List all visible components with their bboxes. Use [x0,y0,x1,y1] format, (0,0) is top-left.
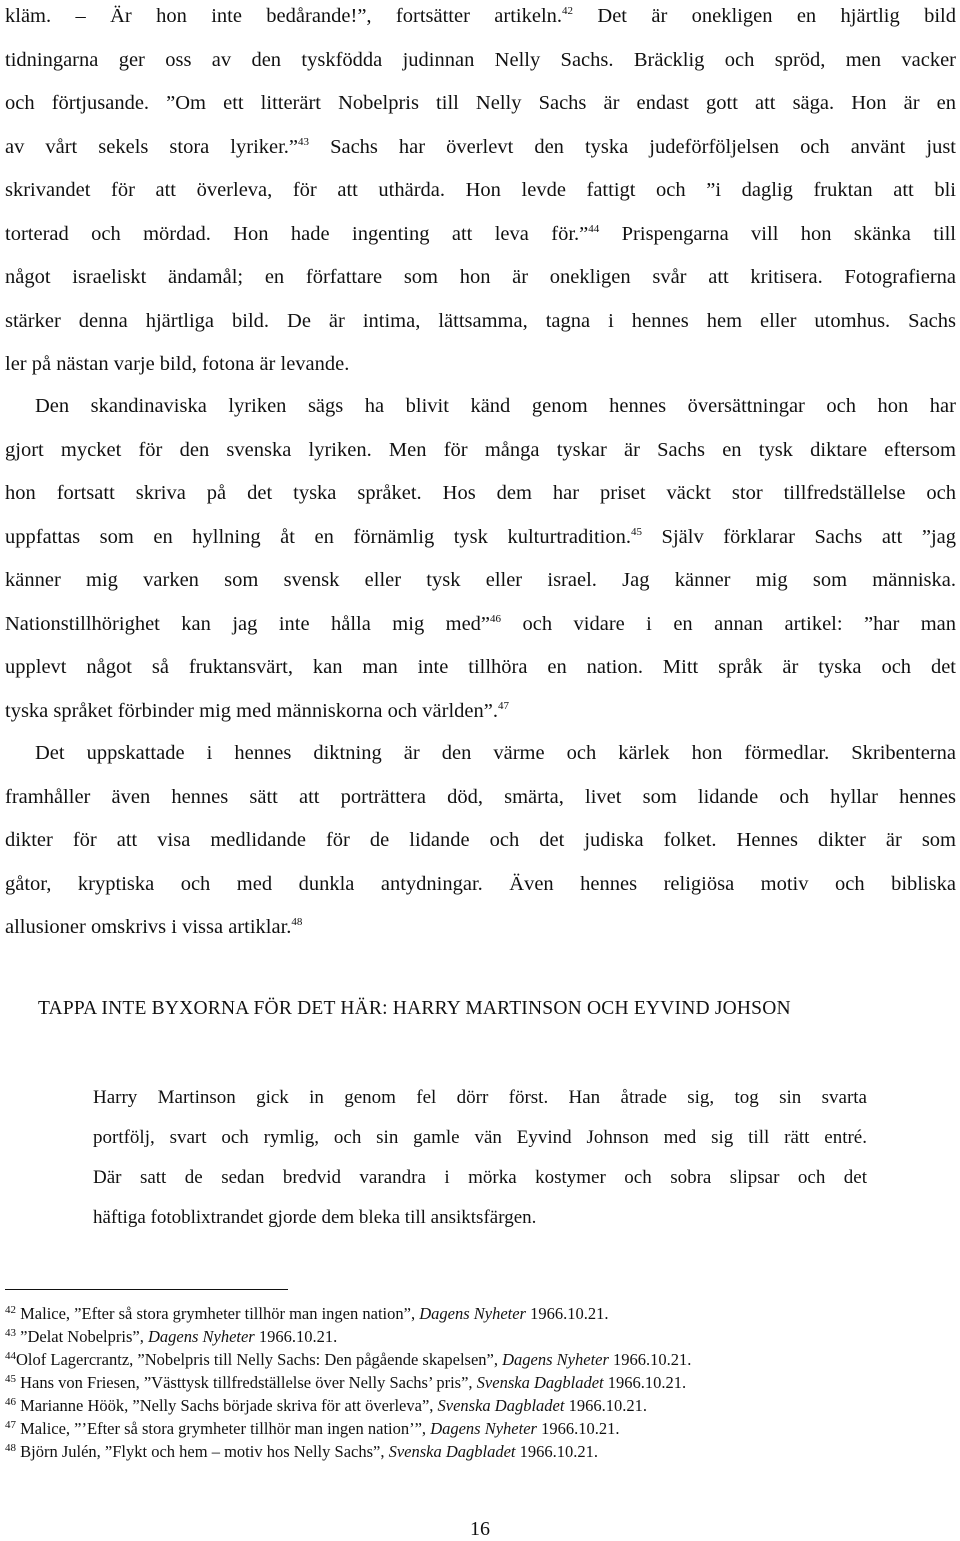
footnote-ref-42[interactable]: 42 [562,5,574,17]
footnote-item [5,1371,956,1394]
block-quote [93,1078,867,1238]
text-line [5,126,956,170]
footnote-number: 43 [5,1327,16,1339]
footnote-date: 1966.10.21. [536,1419,620,1438]
footnote-ref-43[interactable]: 43 [298,135,310,148]
text-line: framhåller även hennes sätt att porträttera död, smärta, livet som lidande och hyllar hennes [5,785,956,808]
quote-line: Där satt de sedan bredvid varandra i mörka kostymer och sobra slipsar och det [93,1167,867,1188]
text-line: upplevt något så fruktansvärt, kan man inte tillhöra en nation. Mitt språk är tyska och det [5,656,956,678]
footnote-source: Dagens Nyheter [147,1327,255,1346]
footnote-ref-47[interactable]: 47 [498,699,509,712]
footnote-source: Svenska Dagbladet [476,1373,604,1392]
footnote-divider [5,1289,288,1290]
text-span: Prispengarna vill hon skänka till [621,222,957,245]
footnote-source: Svenska Dagbladet [437,1396,565,1415]
text-line: Den skandinaviska lyriken sägs ha blivit känd genom hennes översättningar och hon har [35,395,956,417]
text-line: gjort mycket för den svenska lyriken. Men för många tyskar är Sachs en tysk diktare eftersom [5,438,956,461]
text-span: av vårt sekels stora lyriker.” [5,135,299,158]
footnote-source: Dagens Nyheter [419,1304,526,1323]
text-span: Själv förklarar Sachs att ”jag [661,525,956,548]
text-line [5,213,956,257]
footnote-text: Malice, ”Efter så stora grymheter tillhör man ingen nation”, [16,1304,420,1323]
text-span: och vidare i en annan artikel: ”har man [522,612,957,635]
footnote-text: Olof Lagercrantz, ”Nobelpris till Nelly Sachs: Den pågående skapelsen”, [16,1350,503,1369]
footnote-source: Dagens Nyheter [430,1419,537,1438]
quote-line: Harry Martinson gick in genom fel dörr först. Han åtrade sig, tog sin svarta [93,1087,867,1108]
footnote-item [5,1394,956,1417]
quote-line: häftiga fotoblixtrandet gjorde dem bleka till ansiktsfärgen. [93,1207,537,1228]
text-line: stärker denna hjärtliga bild. De är intima, lättsamma, tagna i hennes hem eller utomhus. Sachs [5,309,956,332]
text-span: allusioner omskrivs i vissa artiklar. [5,916,292,938]
footnote-number: 45 [5,1373,16,1385]
footnote-ref-45[interactable]: 45 [631,525,642,538]
text-line: skrivandet för att överleva, för att uthärda. Hon levde fattigt och ”i daglig fruktan att bli [5,179,956,201]
footnote-date: 1966.10.21. [525,1304,609,1323]
text-line: Det uppskattade i hennes diktning är den värme och kärlek hon förmedlar. Skribenterna [35,742,956,764]
text-line: något israeliskt ändamål; en författare som hon är onekligen svår att kritisera. Fotografierna [5,266,956,288]
footnote-item [5,1417,956,1440]
footnotes [5,1302,956,1463]
footnote-ref-48[interactable]: 48 [291,916,303,928]
footnote-date: 1966.10.21. [254,1327,338,1346]
footnote-item [5,1348,956,1371]
page-number: 16 [470,1518,490,1540]
footnote-source: Svenska Dagbladet [388,1442,516,1461]
paragraph-2 [5,385,956,733]
footnote-date: 1966.10.21. [515,1442,599,1461]
footnote-source: Dagens Nyheter [502,1350,609,1369]
footnote-text: Hans von Friesen, ”Västtysk tillfredställelse över Nelly Sachs’ pris”, [16,1373,477,1392]
text-span: Det är onekligen en hjärtlig bild [597,5,957,27]
footnote-number: 44 [5,1350,16,1362]
footnote-item [5,1302,956,1325]
footnote-number: 42 [5,1304,16,1316]
text-line: hon fortsatt skriva på det tyska språket. Hos dem har priset väckt stor tillfredställelse och [5,482,956,504]
text-span: uppfattas som en hyllning åt en förnämlig tysk kulturtradition. [5,525,631,548]
text-line [5,690,956,734]
section-heading: TAPPA INTE BYXORNA FÖR DET HÄR: HARRY MARTINSON OCH EYVIND JOHSON [38,998,791,1019]
footnote-number: 46 [5,1396,16,1408]
footnote-ref-46[interactable]: 46 [490,612,502,625]
text-span: torterad och mördad. Hon hade ingenting att leva för.” [5,222,589,245]
footnote-date: 1966.10.21. [603,1373,687,1392]
text-line [5,516,956,560]
text-line [5,603,956,647]
footnote-date: 1966.10.21. [608,1350,692,1369]
quote-line: portfölj, svart och rymlig, och sin gamle vän Eyvind Johnson med sig till rätt entré. [93,1127,867,1148]
text-line: ler på nästan varje bild, fotona är levande. [5,353,350,375]
paragraph-3 [5,732,956,950]
footnote-text: Björn Julén, ”Flykt och hem – motiv hos Nelly Sachs”, [16,1442,389,1461]
footnote-date: 1966.10.21. [564,1396,647,1415]
footnote-text: ”Delat Nobelpris”, [16,1327,148,1346]
text-span: Sachs har överlevt den tyska judeförföljelsen och använt just [330,135,956,158]
footnote-ref-44[interactable]: 44 [588,222,600,235]
text-line [5,906,956,950]
footnote-text: Malice, ”’Efter så stora grymheter tillhör man ingen nation’”, [16,1419,431,1438]
paragraph-1 [5,0,956,387]
text-span: Nationstillhörighet kan jag inte hålla mig med” [5,612,491,635]
text-line: gåtor, kryptiska och med dunkla antydningar. Även hennes religiösa motiv och bibliska [5,872,956,895]
footnote-number: 48 [5,1442,16,1454]
text-line: tidningarna ger oss av den tyskfödda judinnan Nelly Sachs. Bräcklig och spröd, men vacker [5,48,956,71]
footnote-text: Marianne Höök, ”Nelly Sachs började skriva för att överleva”, [16,1396,438,1415]
text-span: tyska språket förbinder mig med människorna och världen”. [5,699,498,722]
footnote-item [5,1325,956,1348]
text-line: känner mig varken som svensk eller tysk eller israel. Jag känner mig som människa. [5,569,956,591]
text-line: och förtjusande. ”Om ett litterärt Nobelpris till Nelly Sachs är endast gott att säga. Hon är en [5,92,956,114]
footnote-number: 47 [5,1419,16,1431]
footnote-item [5,1440,956,1463]
text-line: dikter för att visa medlidande för de lidande och det judiska folket. Hennes dikter är som [5,829,956,851]
text-span: kläm. – Är hon inte bedårande!”, fortsätter artikeln. [5,5,563,27]
text-line [5,0,956,39]
